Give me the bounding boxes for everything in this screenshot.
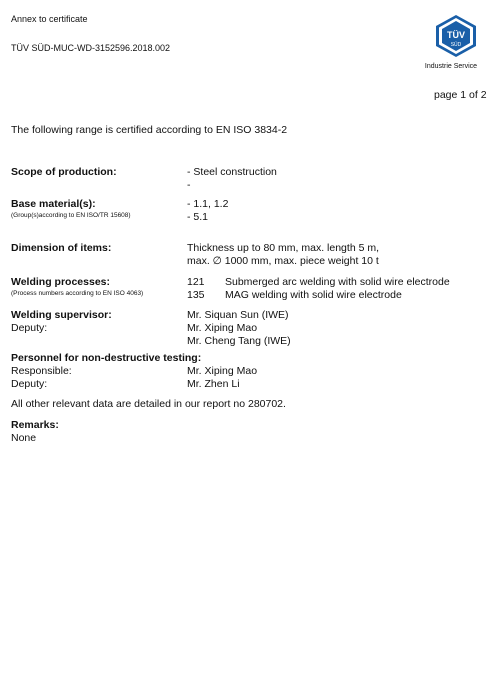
dimension-label: Dimension of items: [11, 242, 112, 254]
base-material-label: Base material(s): [11, 198, 96, 210]
ndt-label: Personnel for non-destructive testing: [11, 352, 202, 364]
dimension-values [187, 242, 379, 268]
base-material-values [187, 198, 228, 224]
scope-line: - Steel construction [187, 166, 277, 178]
base-material-sublabel: (Group(s)according to EN ISO/TR 15608) [11, 212, 131, 219]
welding-processes-sublabel: (Process numbers according to EN ISO 4063) [11, 290, 144, 297]
dimension-line: max. ∅ 1000 mm, max. piece weight 10 t [187, 255, 379, 267]
supervisor-name: Mr. Cheng Tang (IWE) [187, 335, 291, 347]
welding-process-item [187, 289, 450, 302]
process-code: 121 [187, 276, 205, 288]
scope-label: Scope of production: [11, 166, 117, 178]
welding-processes-label: Welding processes: [11, 276, 111, 288]
report-note: All other relevant data are detailed in our report no 280702. [11, 398, 286, 410]
welding-process-item [187, 276, 450, 289]
base-material-line: - 1.1, 1.2 [187, 198, 229, 210]
process-description: Submerged arc welding with solid wire electrode [225, 276, 450, 288]
logo-text: TÜV [447, 30, 465, 40]
scope-values [187, 166, 277, 192]
base-material-label-group [11, 198, 131, 220]
ndt-deputy-label: Deputy: [11, 378, 48, 390]
supervisor-deputy-label: Deputy: [11, 322, 48, 334]
logo-caption: Industrie Service [424, 63, 478, 70]
logo-subtext: SÜD [450, 42, 462, 48]
supervisor-name: Mr. Xiping Mao [187, 322, 258, 334]
welding-supervisor-names [187, 309, 291, 348]
ndt-names [187, 365, 257, 391]
intro-statement: The following range is certified according to EN ISO 3834-2 [11, 124, 288, 136]
ndt-deputy-name: Mr. Zhen Li [187, 378, 240, 390]
annex-label: Annex to certificate [11, 14, 88, 24]
dimension-line: Thickness up to 80 mm, max. length 5 m, [187, 242, 379, 254]
ndt-responsible-label: Responsible: [11, 365, 72, 377]
process-code: 135 [187, 289, 205, 301]
scope-line: - [187, 179, 191, 191]
base-material-line: - 5.1 [187, 211, 209, 223]
welding-processes-label-group [11, 276, 143, 298]
page-number: page 1 of 2 [434, 89, 487, 101]
supervisor-name: Mr. Siquan Sun (IWE) [187, 309, 289, 321]
remarks-value: None [11, 432, 37, 444]
ndt-role-labels [11, 365, 72, 391]
tuv-sud-logo-icon [432, 14, 480, 58]
certificate-number: TÜV SÜD-MUC-WD-3152596.2018.002 [11, 43, 171, 53]
welding-processes-list [187, 276, 450, 302]
process-description: MAG welding with solid wire electrode [225, 289, 402, 301]
welding-supervisor-label-group [11, 309, 112, 335]
ndt-responsible-name: Mr. Xiping Mao [187, 365, 258, 377]
remarks-label: Remarks: [11, 419, 59, 431]
welding-supervisor-label: Welding supervisor: [11, 309, 112, 321]
remarks-group [11, 419, 59, 445]
